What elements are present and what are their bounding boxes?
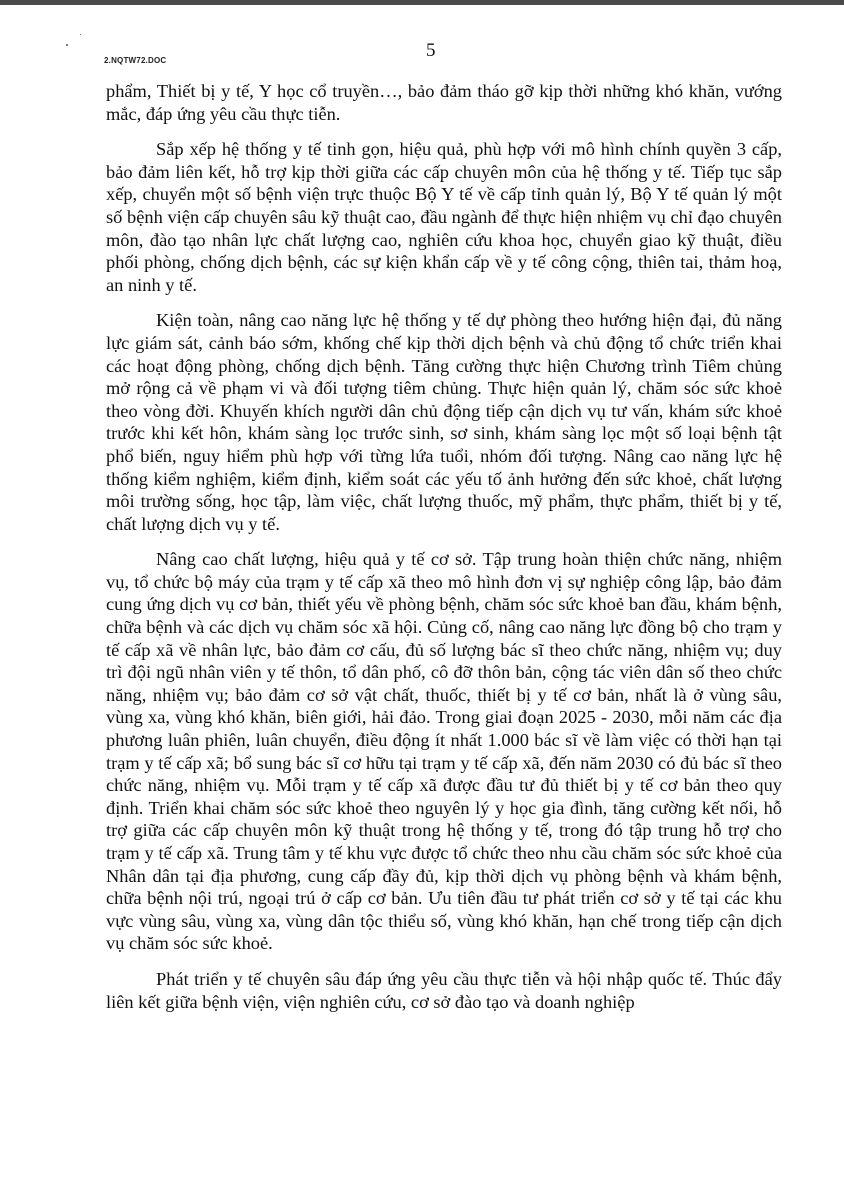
paragraph: phẩm, Thiết bị y tế, Y học cổ truyền…, bảo đảm tháo gỡ kịp thời những khó khăn, vướng mắc, đáp ứng yêu cầu thực tiễn. <box>106 81 782 124</box>
body-text <box>106 80 782 1013</box>
page-number: 5 <box>426 40 436 61</box>
paragraph: Kiện toàn, nâng cao năng lực hệ thống y tế dự phòng theo hướng hiện đại, đủ năng lực giám sát, cảnh báo sớm, khống chế kịp thời dịch bệnh và chủ động tổ chức triển khai các hoạt động phòng, chống dịch bệnh. Tăng cường thực hiện Chương trình Tiêm chủng mở rộng cả về phạm vi và đối tượng tiêm chủng. Thực hiện quản lý, chăm sóc sức khoẻ theo vòng đời. Khuyến khích người dân chủ động tiếp cận dịch vụ tư vấn, khám sức khoẻ trước khi kết hôn, khám sàng lọc trước sinh, sơ sinh, khám sàng lọc một số loại bệnh tật phổ biến, nguy hiểm phù hợp với từng lứa tuổi, nhóm đối tượng. Nâng cao năng lực hệ thống kiểm nghiệm, kiểm định, kiểm soát các yếu tố ảnh hưởng đến sức khoẻ, chất lượng môi trường sống, học tập, làm việc, chất lượng thuốc, mỹ phẩm, thực phẩm, thiết bị y tế, chất lượng dịch vụ y tế. <box>106 310 782 534</box>
paragraph: Nâng cao chất lượng, hiệu quả y tế cơ sở. Tập trung hoàn thiện chức năng, nhiệm vụ, tổ chức bộ máy của trạm y tế cấp xã theo mô hình đơn vị sự nghiệp công lập, bảo đảm cung ứng dịch vụ cơ bản, thiết yếu về phòng bệnh, chăm sóc sức khoẻ ban đầu, khám bệnh, chữa bệnh và các dịch vụ chăm sóc xã hội. Củng cố, nâng cao năng lực đồng bộ cho trạm y tế cấp xã về nhân lực, bảo đảm cơ cấu, đủ số lượng bác sĩ theo chức năng, nhiệm vụ; duy trì đội ngũ nhân viên y tế thôn, tổ dân phố, cô đỡ thôn bản, cộng tác viên dân số theo chức năng, nhiệm vụ; bảo đảm cơ sở vật chất, thuốc, thiết bị y tế cơ bản, nhất là ở vùng sâu, vùng xa, vùng khó khăn, biên giới, hải đảo. Trong giai đoạn 2025 - 2030, mỗi năm các địa phương luân phiên, luân chuyển, điều động ít nhất 1.000 bác sĩ về làm việc có thời hạn tại trạm y tế cấp xã; bổ sung bác sĩ cơ hữu tại trạm y tế cấp xã, đến năm 2030 có đủ bác sĩ theo chức năng, nhiệm vụ. Mỗi trạm y tế cấp xã được đầu tư đủ thiết bị y tế cơ bản theo quy định. Triển khai chăm sóc sức khoẻ theo nguyên lý y học gia đình, tăng cường kết nối, hỗ trợ giữa các cấp chuyên môn kỹ thuật trong hệ thống y tế, trong đó tập trung hỗ trợ cho trạm y tế cấp xã. Trung tâm y tế khu vực được tổ chức theo nhu cầu chăm sóc sức khoẻ của Nhân dân tại địa phương, cung cấp đầy đủ, kịp thời dịch vụ phòng bệnh và khám bệnh, chữa bệnh nội trú, ngoại trú ở cấp cơ bản. Ưu tiên đầu tư phát triển cơ sở y tế tại các khu vực vùng sâu, vùng xa, vùng dân tộc thiểu số, vùng khó khăn, hạn chế trong tiếp cận dịch vụ chăm sóc sức khoẻ. <box>106 549 782 954</box>
document-code: 2.NQTW72.DOC <box>104 56 167 65</box>
paragraph: Phát triển y tế chuyên sâu đáp ứng yêu cầu thực tiễn và hội nhập quốc tế. Thúc đẩy liên kết giữa bệnh viện, viện nghiên cứu, cơ sở đào tạo và doanh nghiệp <box>106 968 782 1012</box>
paragraph: Sắp xếp hệ thống y tế tinh gọn, hiệu quả, phù hợp với mô hình chính quyền 3 cấp, bảo đảm liên kết, hỗ trợ kịp thời giữa các cấp chuyên môn của hệ thống y tế. Tiếp tục sắp xếp, chuyển một số bệnh viện trực thuộc Bộ Y tế về cấp tỉnh quản lý, Bộ Y tế quản lý một số bệnh viện cấp chuyên sâu kỹ thuật cao, đầu ngành để thực hiện nhiệm vụ chỉ đạo chuyên môn, đào tạo nhân lực chất lượng cao, nghiên cứu khoa học, chuyển giao kỹ thuật, điều phối phòng, chống dịch bệnh, các sự kiện khẩn cấp về y tế công cộng, thiên tai, thảm hoạ, an ninh y tế. <box>106 139 782 295</box>
